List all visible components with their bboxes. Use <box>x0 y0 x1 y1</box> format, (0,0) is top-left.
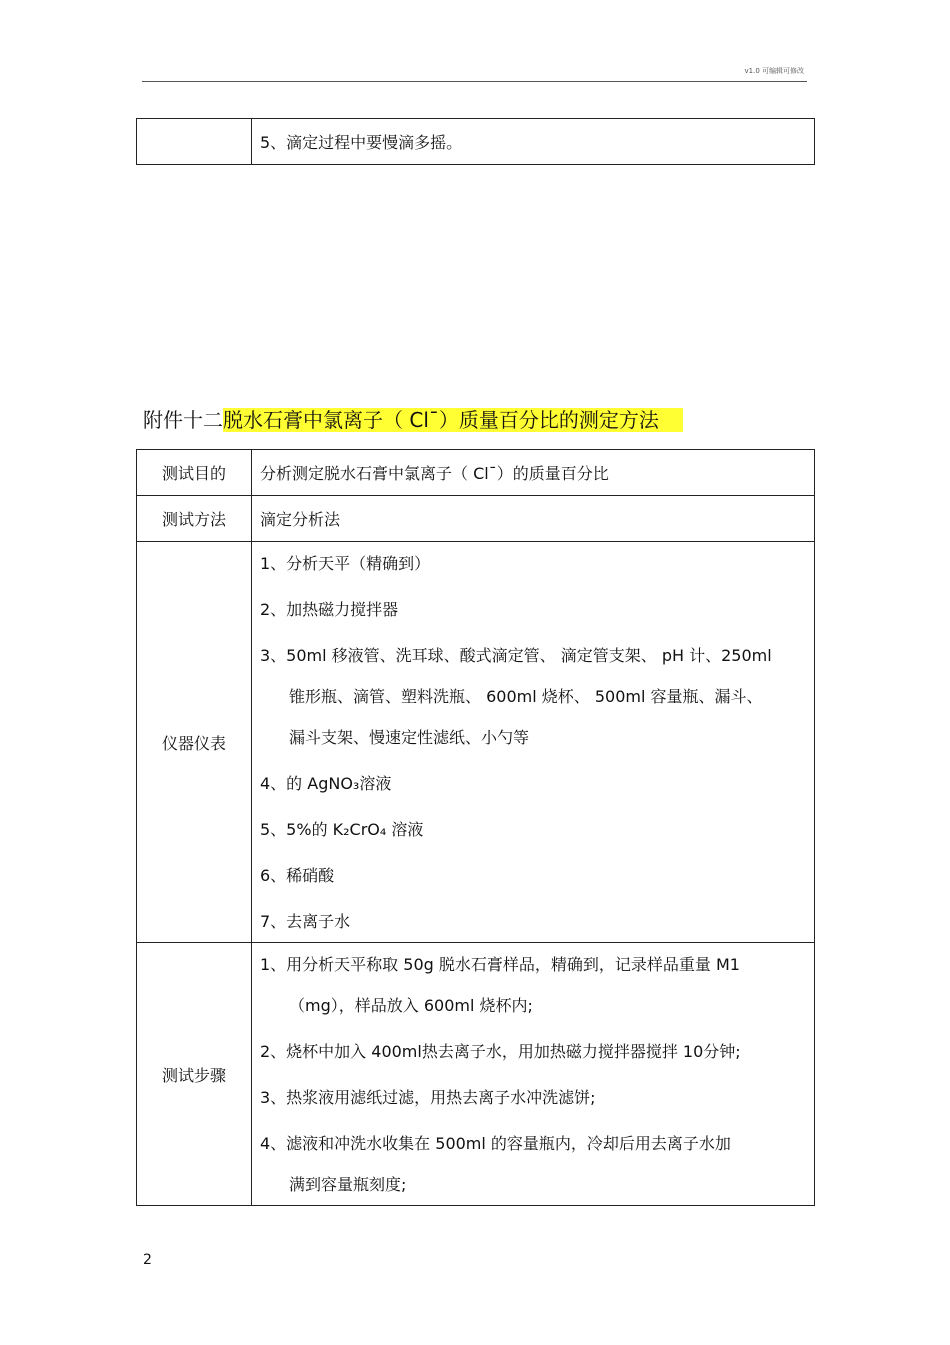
section-title <box>143 405 683 435</box>
list-item: 1、用分析天平称取 50g 脱水石膏样品，精确到，记录样品重量 M1 <box>260 955 740 974</box>
list-item: 4、的 AgNO₃溶液 <box>260 774 392 793</box>
list-item: 5、5%的 K₂CrO₄ 溶液 <box>260 820 424 839</box>
list-item: 7、去离子水 <box>260 912 351 931</box>
title-prefix: 附件十二 <box>143 408 223 432</box>
table-row <box>137 542 815 943</box>
table-row <box>137 943 815 1206</box>
page-number: 2 <box>143 1252 152 1268</box>
method-label: 测试方法 <box>137 496 252 542</box>
list-item-line: 满到容量瓶刻度; <box>289 1175 407 1194</box>
step-5-cell: 5、滴定过程中要慢滴多摇。 <box>252 119 815 165</box>
list-item: 6、稀硝酸 <box>260 866 335 885</box>
table-row <box>137 119 815 165</box>
list-item: 3、热浆液用滤纸过滤，用热去离子水冲洗滤饼; <box>260 1088 596 1107</box>
list-item-line: 锥形瓶、滴管、塑料洗瓶、 600ml 烧杯、 500ml 容量瓶、漏斗、 <box>289 687 763 706</box>
empty-label-cell <box>137 119 252 165</box>
table-row <box>137 496 815 542</box>
instruments-list <box>252 542 815 943</box>
steps-list <box>252 943 815 1206</box>
table-row <box>137 450 815 496</box>
list-item-continuation <box>260 994 814 1017</box>
list-item-line: 3、50ml 移液管、洗耳球、酸式滴定管、 滴定管支架、 pH 计、250ml <box>260 646 772 665</box>
continued-table <box>136 118 815 165</box>
list-item-continuation <box>260 685 814 708</box>
header-divider <box>142 81 807 82</box>
list-item-continuation <box>260 1173 814 1196</box>
header-version-text: v1.0 可编辑可修改 <box>744 67 804 75</box>
purpose-content: 分析测定脱水石膏中氯离子（ Cl¯）的质量百分比 <box>252 450 815 496</box>
steps-label: 测试步骤 <box>137 943 252 1206</box>
list-item: 1、分析天平（精确到） <box>260 554 431 573</box>
list-item <box>260 644 814 667</box>
instruments-label: 仪器仪表 <box>137 542 252 943</box>
method-table <box>136 449 815 1206</box>
list-item-line: 漏斗支架、慢速定性滤纸、小勺等 <box>289 728 530 747</box>
list-item-continuation <box>260 726 814 749</box>
title-highlight: 脱水石膏中氯离子（ Cl¯）质量百分比的测定方法 <box>223 408 683 432</box>
list-item-line: （mg），样品放入 600ml 烧杯内; <box>289 996 533 1015</box>
method-content: 滴定分析法 <box>252 496 815 542</box>
list-item: 2、烧杯中加入 400ml热去离子水，用加热磁力搅拌器搅拌 10分钟; <box>260 1042 741 1061</box>
list-item: 2、加热磁力搅拌器 <box>260 600 399 619</box>
list-item: 4、滤液和冲洗水收集在 500ml 的容量瓶内，冷却后用去离子水加 <box>260 1134 731 1153</box>
purpose-label: 测试目的 <box>137 450 252 496</box>
